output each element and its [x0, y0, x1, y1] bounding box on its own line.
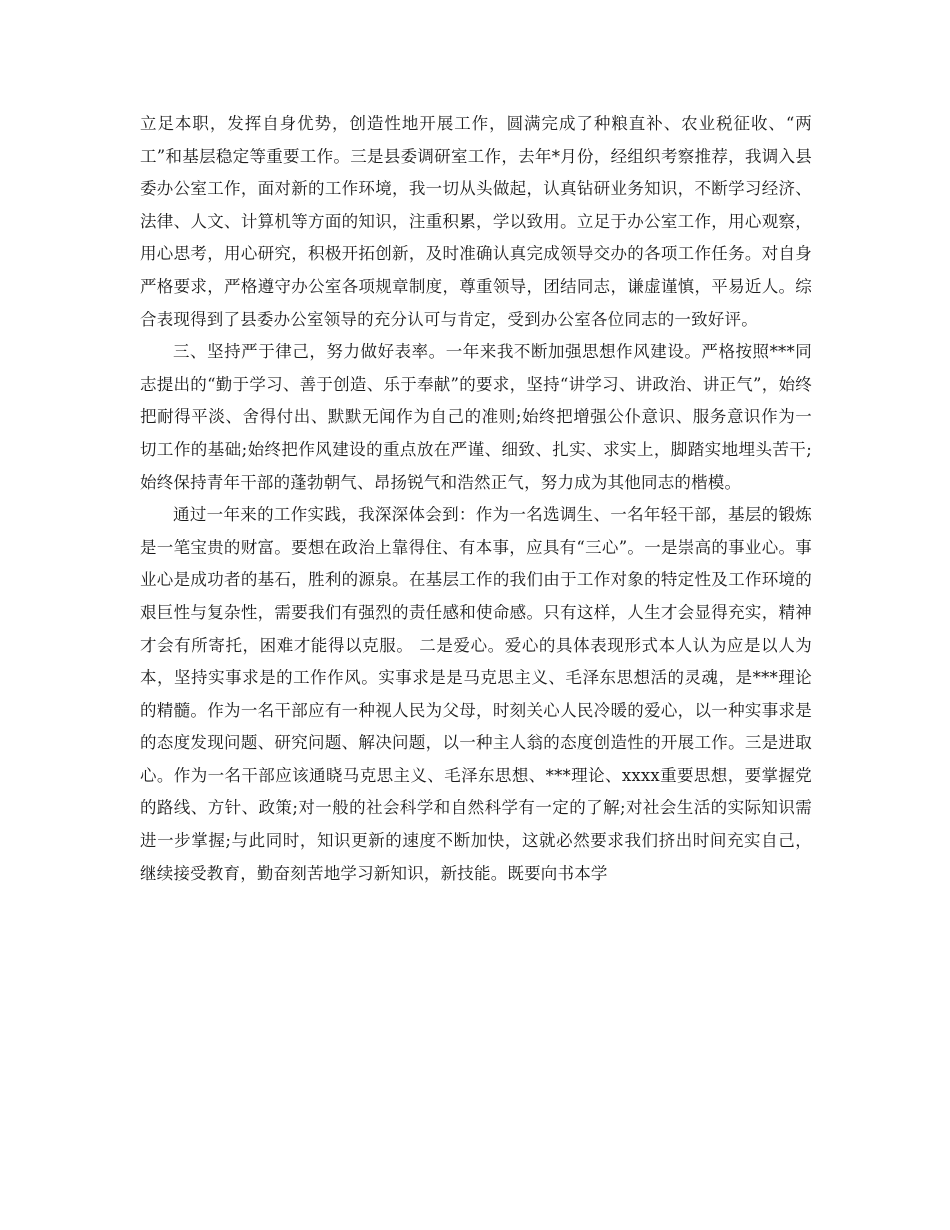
- paragraph-3: 通过一年来的工作实践，我深深体会到：作为一名选调生、一名年轻干部，基层的锻炼是一笔宝贵的财富。要想在政治上靠得住、有本事，应具有“三心”。一是崇高的事业心。事业心是成功者的基石，胜利的源泉。在基层工作的我们由于工作对象的特定性及工作环境的艰巨性与复杂性，需要我们有强烈的责任感和使命感。只有这样，人生才会显得充实，精神才会有所寄托，困难才能得以克服。 二是爱心。爱心的具体表现形式本人认为应是以人为本，坚持实事求是的工作作风。实事求是是马克思主义、毛泽东思想活的灵魂，是***理论的精髓。作为一名干部应有一种视人民为父母，时刻关心人民冷暖的爱心，以一种实事求是的态度发现问题、研究问题、解决问题，以一种主人翁的态度创造性的开展工作。三是进取心。作为一名干部应该通晓马克思主义、毛泽东思想、***理论、xxxx重要思想，要掌握党的路线、方针、政策;对一般的社会科学和自然科学有一定的了解;对社会生活的实际知识需进一步掌握;与此同时，知识更新的速度不断加快，这就必然要求我们挤出时间充实自己，继续接受教育，勤奋刻苦地学习新知识，新技能。既要向书本学: [140, 505, 812, 883]
- document-page: [140, 108, 812, 890]
- paragraph-1: 立足本职，发挥自身优势，创造性地开展工作，圆满完成了种粮直补、农业税征收、“两工”和基层稳定等重要工作。三是县委调研室工作，去年*月份，经组织考察推荐，我调入县委办公室工作，面对新的工作环境，我一切从头做起，认真钻研业务知识，不断学习经济、法律、人文、计算机等方面的知识，注重积累，学以致用。立足于办公室工作，用心观察，用心思考，用心研究，积极开拓创新，及时准确认真完成领导交办的各项工作任务。对自身严格要求，严格遵守办公室各项规章制度，尊重领导，团结同志，谦虚谨慎，平易近人。综合表现得到了县委办公室领导的充分认可与肯定，受到办公室各位同志的一致好评。: [140, 114, 812, 329]
- paragraph-2: 三、坚持严于律己，努力做好表率。一年来我不断加强思想作风建设。严格按照***同志提出的“勤于学习、善于创造、乐于奉献”的要求，坚持“讲学习、讲政治、讲正气”，始终把耐得平淡、舍得付出、默默无闻作为自己的准则;始终把增强公仆意识、服务意识作为一切工作的基础;始终把作风建设的重点放在严谨、细致、扎实、求实上，脚踏实地埋头苦干;始终保持青年干部的蓬勃朝气、昂扬锐气和浩然正气，努力成为其他同志的楷模。: [140, 342, 812, 492]
